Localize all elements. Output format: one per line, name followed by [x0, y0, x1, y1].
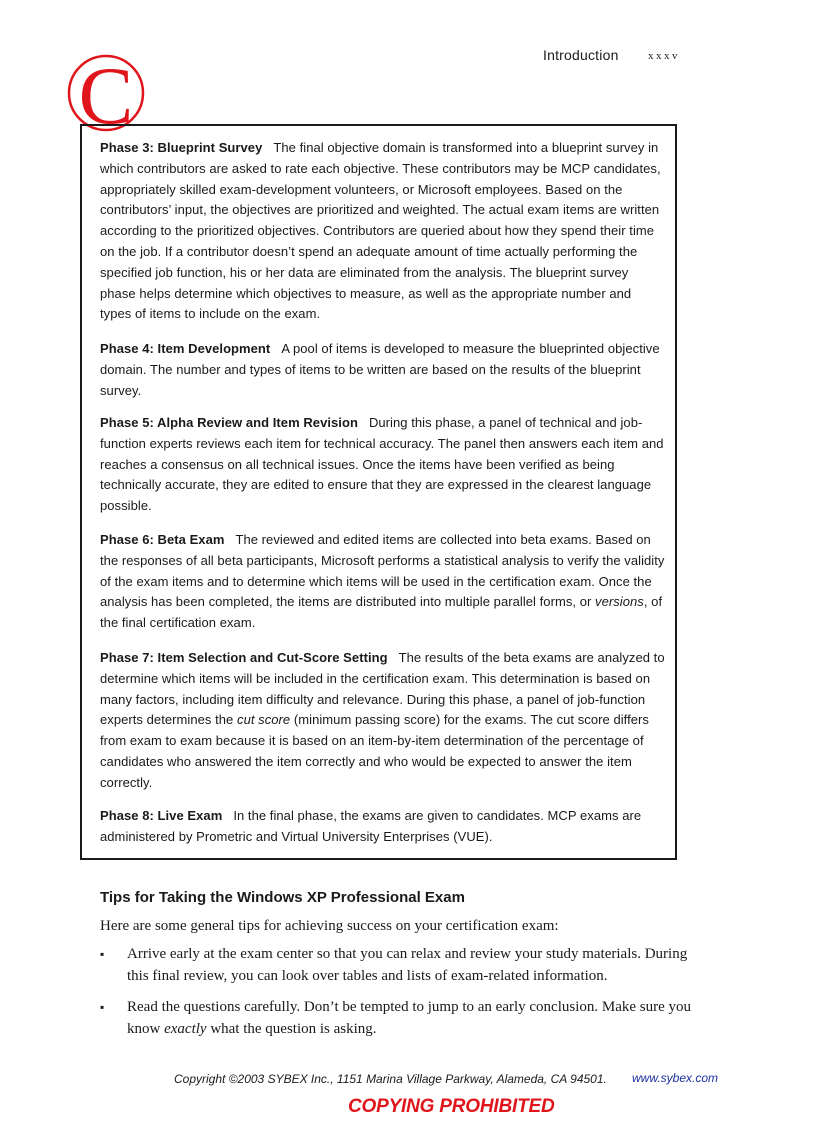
phase-3-paragraph	[100, 138, 666, 325]
page-number: xxxv	[648, 50, 680, 62]
tip-text: what the question is asking.	[206, 1021, 377, 1037]
tip-text: Read the questions carefully. Don’t be tempted to jump to an early conclusion. Make sure you know	[127, 999, 692, 1037]
phase-text: The final objective domain is transformed into a blueprint survey in which contributors are asked to rate each objective. These contributors may be MCP candidates, appropriately skilled exam-development volunteers, or Microsoft employees. Based on the contributors’ input, the objectives are prioritized and weighted. The actual exam items are written according to the prioritized objectives. Contributors are queried about how they spend their time on the job. If a contributor doesn’t spend an adequate amount of time actually performing the specified job function, his or her data are eliminated from the analysis. The blueprint survey phase helps determine which objectives to measure, as well as the appropriate number and types of items to include on the exam.	[100, 140, 661, 322]
tip-emphasis: exactly	[164, 1021, 207, 1037]
tips-intro: Here are some general tips for achieving success on your certification exam:	[100, 918, 559, 934]
phase-label: Phase 4: Item Development	[100, 341, 271, 356]
phase-7-paragraph	[100, 648, 666, 794]
stamp-letter: C	[78, 53, 134, 133]
phase-emphasis: versions	[595, 594, 644, 610]
phase-text: The results of the beta exams are analyzed to determine which items will be included in the certification exam. This determination is based on many factors, including item difficulty and relevance. During this phase, a panel of job-function experts determines the	[100, 650, 665, 728]
phase-text: (minimum passing score) for the exams. The cut score differs from exam to exam because it is based on an item-by-item determination of the percentage of candidates who answered the item correctly and who would be expected to answer the item correctly.	[100, 712, 649, 790]
phase-4-paragraph	[100, 339, 666, 401]
copyright-stamp-icon	[66, 53, 146, 133]
phase-text: A pool of items is developed to measure the blueprinted objective domain. The number and types of items to be written are based on the results of the blueprint survey.	[100, 341, 660, 398]
running-header-title: Introduction	[543, 47, 619, 63]
phase-label: Phase 6: Beta Exam	[100, 532, 225, 547]
exam-development-phases-box	[80, 124, 677, 860]
footer-copyright: Copyright ©2003 SYBEX Inc., 1151 Marina Village Parkway, Alameda, CA 94501.	[174, 1072, 607, 1086]
phase-label: Phase 5: Alpha Review and Item Revision	[100, 415, 358, 430]
phase-8-paragraph	[100, 806, 666, 848]
bullet-icon: ▪	[100, 947, 105, 961]
phase-label: Phase 8: Live Exam	[100, 808, 223, 823]
phase-label: Phase 3: Blueprint Survey	[100, 140, 263, 155]
tips-list	[100, 943, 700, 1049]
phase-text: In the final phase, the exams are given to candidates. MCP exams are administered by Prometric and Virtual University Enterprises (VUE).	[100, 808, 642, 844]
bullet-icon: ▪	[100, 1000, 105, 1014]
phase-text: , of the final certification exam.	[100, 594, 663, 631]
list-item	[100, 943, 700, 987]
list-item	[100, 996, 700, 1040]
phase-5-paragraph	[100, 413, 666, 517]
tip-text: Arrive early at the exam center so that you can relax and review your study materials. During this final review, you can look over tables and lists of exam-related information.	[127, 946, 688, 984]
phase-6-paragraph	[100, 530, 666, 634]
phase-emphasis: cut score	[237, 712, 291, 728]
phase-text: The reviewed and edited items are collected into beta exams. Based on the responses of all beta participants, Microsoft performs a statistical analysis to verify the validity of the exam items and to determine which items will be used in the certification exam. Once the analysis has been completed, the items are distributed into multiple parallel forms, or	[100, 532, 665, 610]
copying-prohibited-notice: COPYING PROHIBITED	[348, 1096, 555, 1117]
phase-label: Phase 7: Item Selection and Cut-Score Setting	[100, 650, 388, 665]
tips-heading: Tips for Taking the Windows XP Professional Exam	[100, 889, 465, 906]
phase-text: During this phase, a panel of technical and job-function experts reviews each item for technical accuracy. The panel then answers each item and reaches a consensus on all technical issues. Once the items have been verified as being technically accurate, they are edited to ensure that they are expressed in the clearest language possible.	[100, 415, 664, 514]
publisher-link[interactable]: www.sybex.com	[632, 1071, 719, 1085]
